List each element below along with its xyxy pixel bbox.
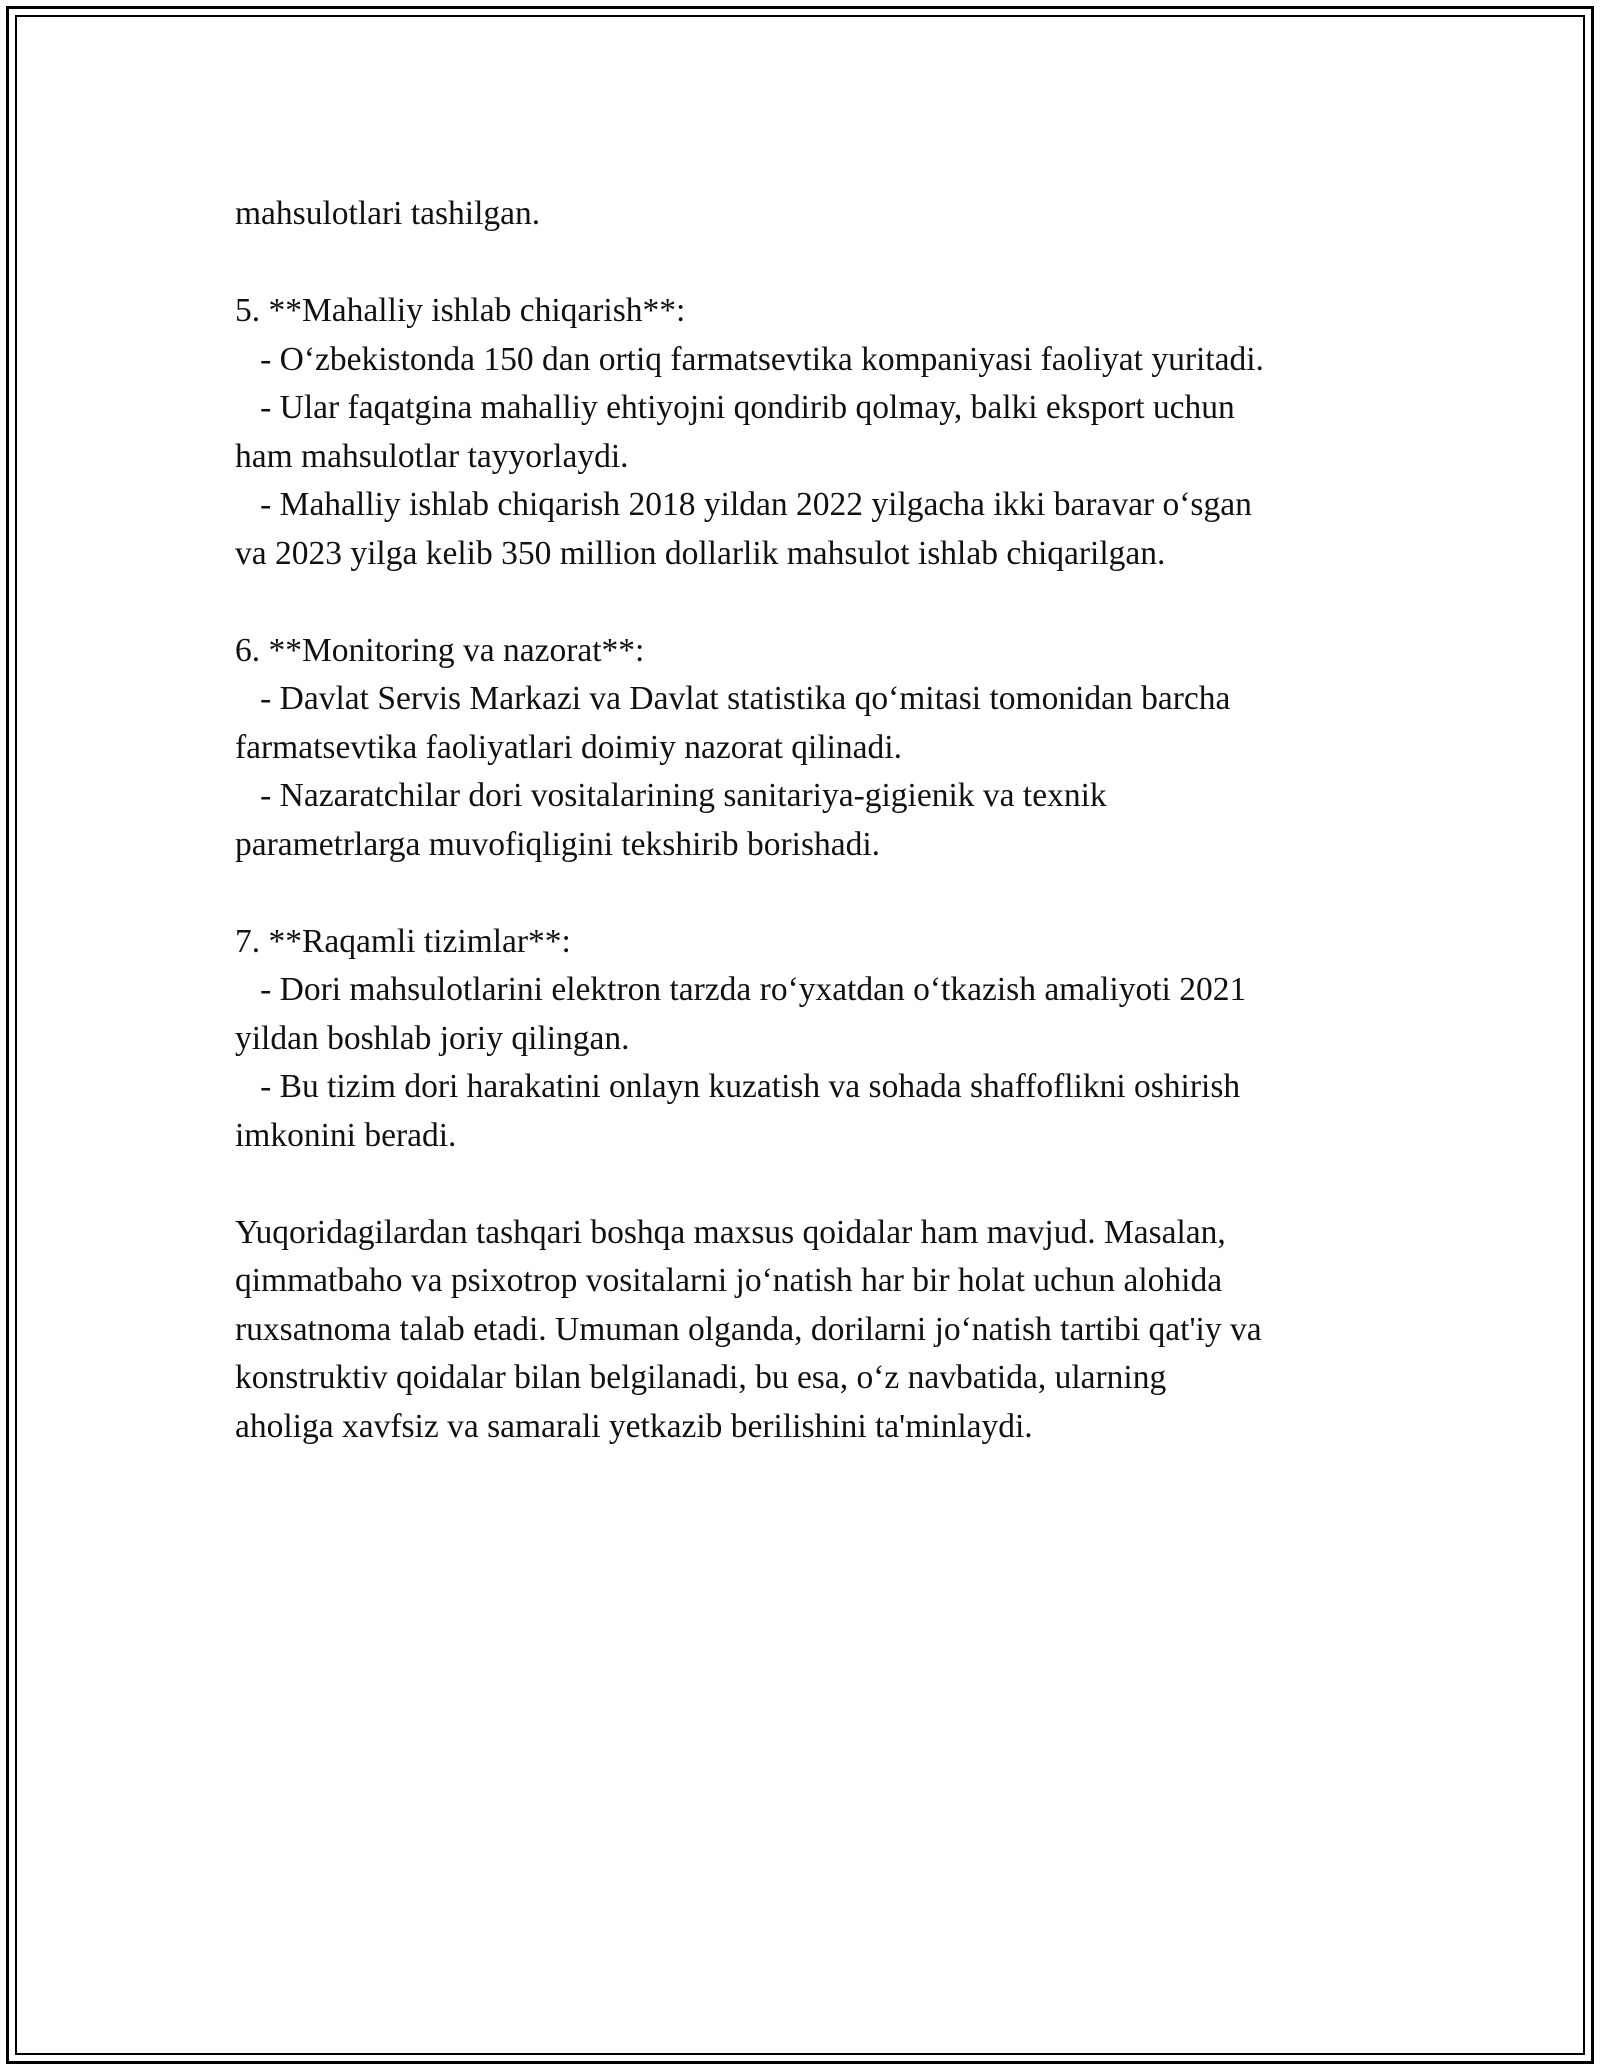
text-line: yildan boshlab joriy qilingan. — [235, 1019, 630, 1057]
text-line: Yuqoridagilardan tashqari boshqa maxsus qoidalar ham mavjud. Masalan, — [235, 1213, 1226, 1251]
blank-line — [235, 869, 1415, 918]
text-line: konstruktiv qoidalar bilan belgilanadi, bu esa, o‘z navbatida, ularning — [235, 1359, 1167, 1396]
blank-line — [235, 578, 1415, 627]
text-line: mahsulotlari tashilgan. — [235, 195, 541, 232]
text-line: parametrlarga muvofiqligini tekshirib borishadi. — [235, 825, 881, 863]
text-line: - Dori mahsulotlarini elektron tarzda ro‘yxatdan o‘tkazish amaliyoti 2021 — [235, 971, 1247, 1008]
text-line: farmatsevtika faoliyatlari doimiy nazorat qilinadi. — [235, 728, 902, 766]
text-line: - Bu tizim dori harakatini onlayn kuzatish va sohada shaffoflikni oshirish — [235, 1068, 1241, 1105]
text-line: imkonini beradi. — [235, 1116, 457, 1154]
text-line: - Ular faqatgina mahalliy ehtiyojni qondirib qolmay, balki eksport uchun — [235, 389, 1235, 426]
text-line: ruxsatnoma talab etadi. Umuman olganda, dorilarni jo‘natish tartibi qat'iy va — [235, 1310, 1262, 1348]
blank-line — [235, 1160, 1415, 1209]
text-line: - Davlat Servis Markazi va Davlat statistika qo‘mitasi tomonidan barcha — [235, 680, 1231, 717]
text-line: qimmatbaho va psixotrop vositalarni jo‘natish har bir holat uchun alohida — [235, 1262, 1223, 1299]
text-line: - Nazaratchilar dori vositalarining sanitariya-gigienik va texnik — [235, 777, 1107, 814]
blank-line — [235, 239, 1415, 288]
text-line: ham mahsulotlar tayyorlaydi. — [235, 437, 629, 475]
document-body — [235, 190, 1415, 1451]
text-line: - Mahalliy ishlab chiqarish 2018 yildan 2022 yilgacha ikki baravar o‘sgan — [235, 486, 1252, 523]
section-heading: 5. **Mahalliy ishlab chiqarish**: — [235, 292, 686, 329]
section-heading: 6. **Monitoring va nazorat**: — [235, 631, 645, 669]
section-heading: 7. **Raqamli tizimlar**: — [235, 922, 571, 960]
text-line: aholiga xavfsiz va samarali yetkazib berilishini ta'minlaydi. — [235, 1407, 1033, 1445]
text-line: - O‘zbekistonda 150 dan ortiq farmatsevtika kompaniyasi faoliyat yuritadi. — [235, 340, 1264, 378]
text-line: va 2023 yilga kelib 350 million dollarlik mahsulot ishlab chiqarilgan. — [235, 534, 1166, 572]
